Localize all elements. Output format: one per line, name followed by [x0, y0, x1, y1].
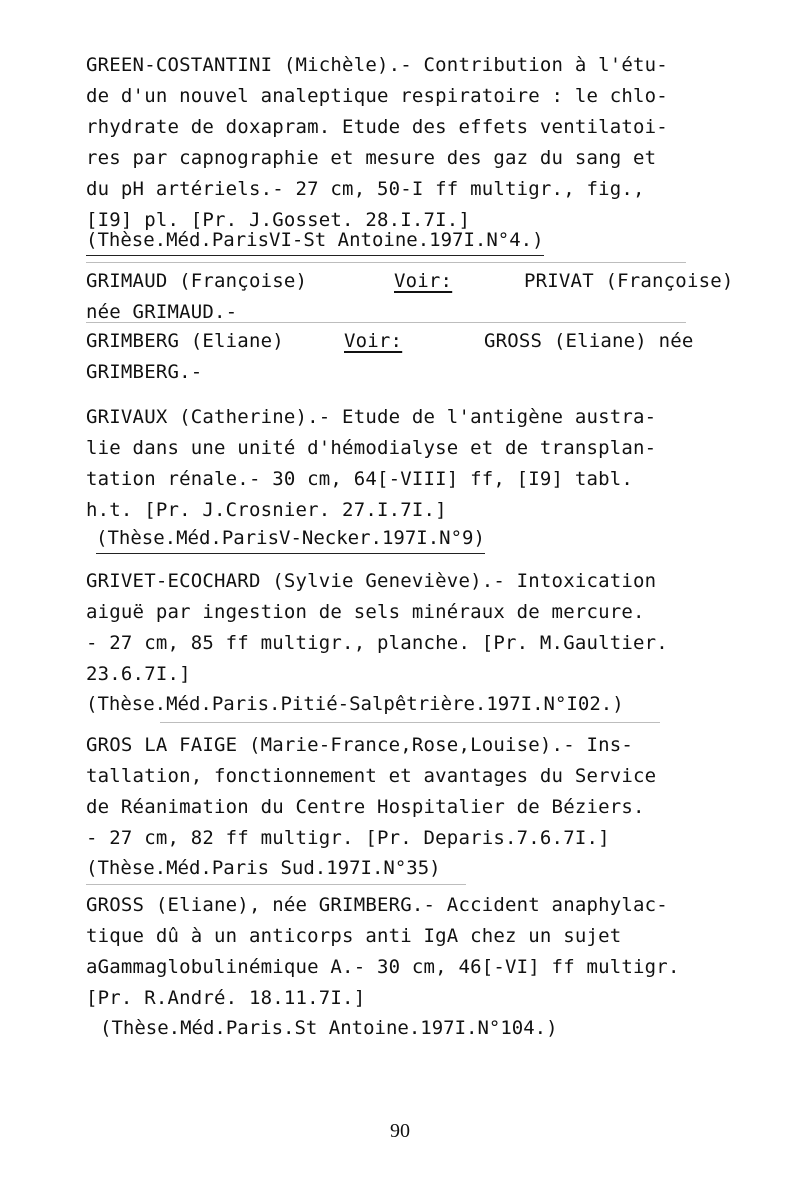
- entry-grivet-ecochard: [86, 566, 726, 690]
- thesis-reference: (Thèse.Méd.Paris Sud.197I.N°35): [86, 857, 441, 879]
- separator-rule: [86, 262, 686, 263]
- entry-line: GRIVET-ECOCHARD (Sylvie Geneviève).- Intoxication: [86, 570, 657, 592]
- entry-line: [I9] pl. [Pr. J.Gosset. 28.I.7I.]: [86, 209, 471, 231]
- cross-reference-name: GRIMAUD (Françoise): [86, 270, 308, 292]
- thesis-reference: (Thèse.Méd.ParisV-Necker.197I.N°9): [96, 524, 485, 554]
- cross-reference-target: PRIVAT (Françoise): [524, 270, 734, 292]
- entry-line: rhydrate de doxapram. Etude des effets ventilatoi-: [86, 116, 668, 138]
- entry-line: aGammaglobulinémique A.- 30 cm, 46[-VI] ff multigr.: [86, 956, 680, 978]
- entry-line: de Réanimation du Centre Hospitalier de Béziers.: [86, 796, 645, 818]
- thesis-reference: (Thèse.Méd.Paris.Pitié-Salpêtrière.197I.N°I02.): [86, 693, 624, 715]
- voir-label: Voir:: [394, 270, 453, 292]
- thesis-reference: (Thèse.Méd.Paris.St Antoine.197I.N°104.): [100, 1017, 558, 1039]
- entry-line: res par capnographie et mesure des gaz du sang et: [86, 147, 657, 169]
- entry-line: GRIVAUX (Catherine).- Etude de l'antigène austra-: [86, 406, 657, 428]
- thesis-reference: (Thèse.Méd.ParisVI-St Antoine.197I.N°4.): [86, 226, 544, 256]
- entry-grivaux: [86, 402, 726, 526]
- page-number: 90: [390, 1120, 410, 1142]
- entry-line: GROS LA FAIGE (Marie-France,Rose,Louise).- Ins-: [86, 734, 634, 756]
- entry-gross: [86, 890, 726, 1014]
- entry-line: GREEN-COSTANTINI (Michèle).- Contribution à l'étu-: [86, 54, 668, 76]
- cross-reference-grimaud: [86, 266, 734, 328]
- entry-line: du pH artériels.- 27 cm, 50-I ff multigr., fig.,: [86, 178, 645, 200]
- entry-line: tallation, fonctionnement et avantages du Service: [86, 765, 657, 787]
- entry-line: 23.6.7I.]: [86, 663, 191, 685]
- entry-line: aiguë par ingestion de sels minéraux de mercure.: [86, 601, 645, 623]
- entry-line: lie dans une unité d'hémodialyse et de transplan-: [86, 437, 657, 459]
- entry-green-costantini: [86, 50, 726, 236]
- cross-reference-continuation: GRIMBERG.-: [86, 361, 203, 383]
- entry-line: tation rénale.- 30 cm, 64[-VIII] ff, [I9] tabl.: [86, 468, 634, 490]
- entry-line: GROSS (Eliane), née GRIMBERG.- Accident anaphylac-: [86, 894, 668, 916]
- separator-rule: [86, 884, 466, 885]
- separator-rule: [160, 722, 660, 723]
- entry-line: - 27 cm, 85 ff multigr., planche. [Pr. M.Gaultier.: [86, 632, 668, 654]
- entry-line: de d'un nouvel analeptique respiratoire : le chlo-: [86, 85, 668, 107]
- separator-rule: [86, 322, 686, 323]
- cross-reference-grimberg: [86, 326, 726, 388]
- entry-line: tique dû à un anticorps anti IgA chez un sujet: [86, 925, 622, 947]
- cross-reference-target: GROSS (Eliane) née: [484, 330, 694, 352]
- entry-line: - 27 cm, 82 ff multigr. [Pr. Deparis.7.6.7I.]: [86, 827, 610, 849]
- cross-reference-continuation: née GRIMAUD.-: [86, 301, 238, 323]
- voir-label: Voir:: [344, 330, 403, 352]
- entry-line: h.t. [Pr. J.Crosnier. 27.I.7I.]: [86, 499, 447, 521]
- entry-gros-la-faige: [86, 730, 726, 854]
- cross-reference-name: GRIMBERG (Eliane): [86, 330, 284, 352]
- entry-line: [Pr. R.André. 18.11.7I.]: [86, 987, 366, 1009]
